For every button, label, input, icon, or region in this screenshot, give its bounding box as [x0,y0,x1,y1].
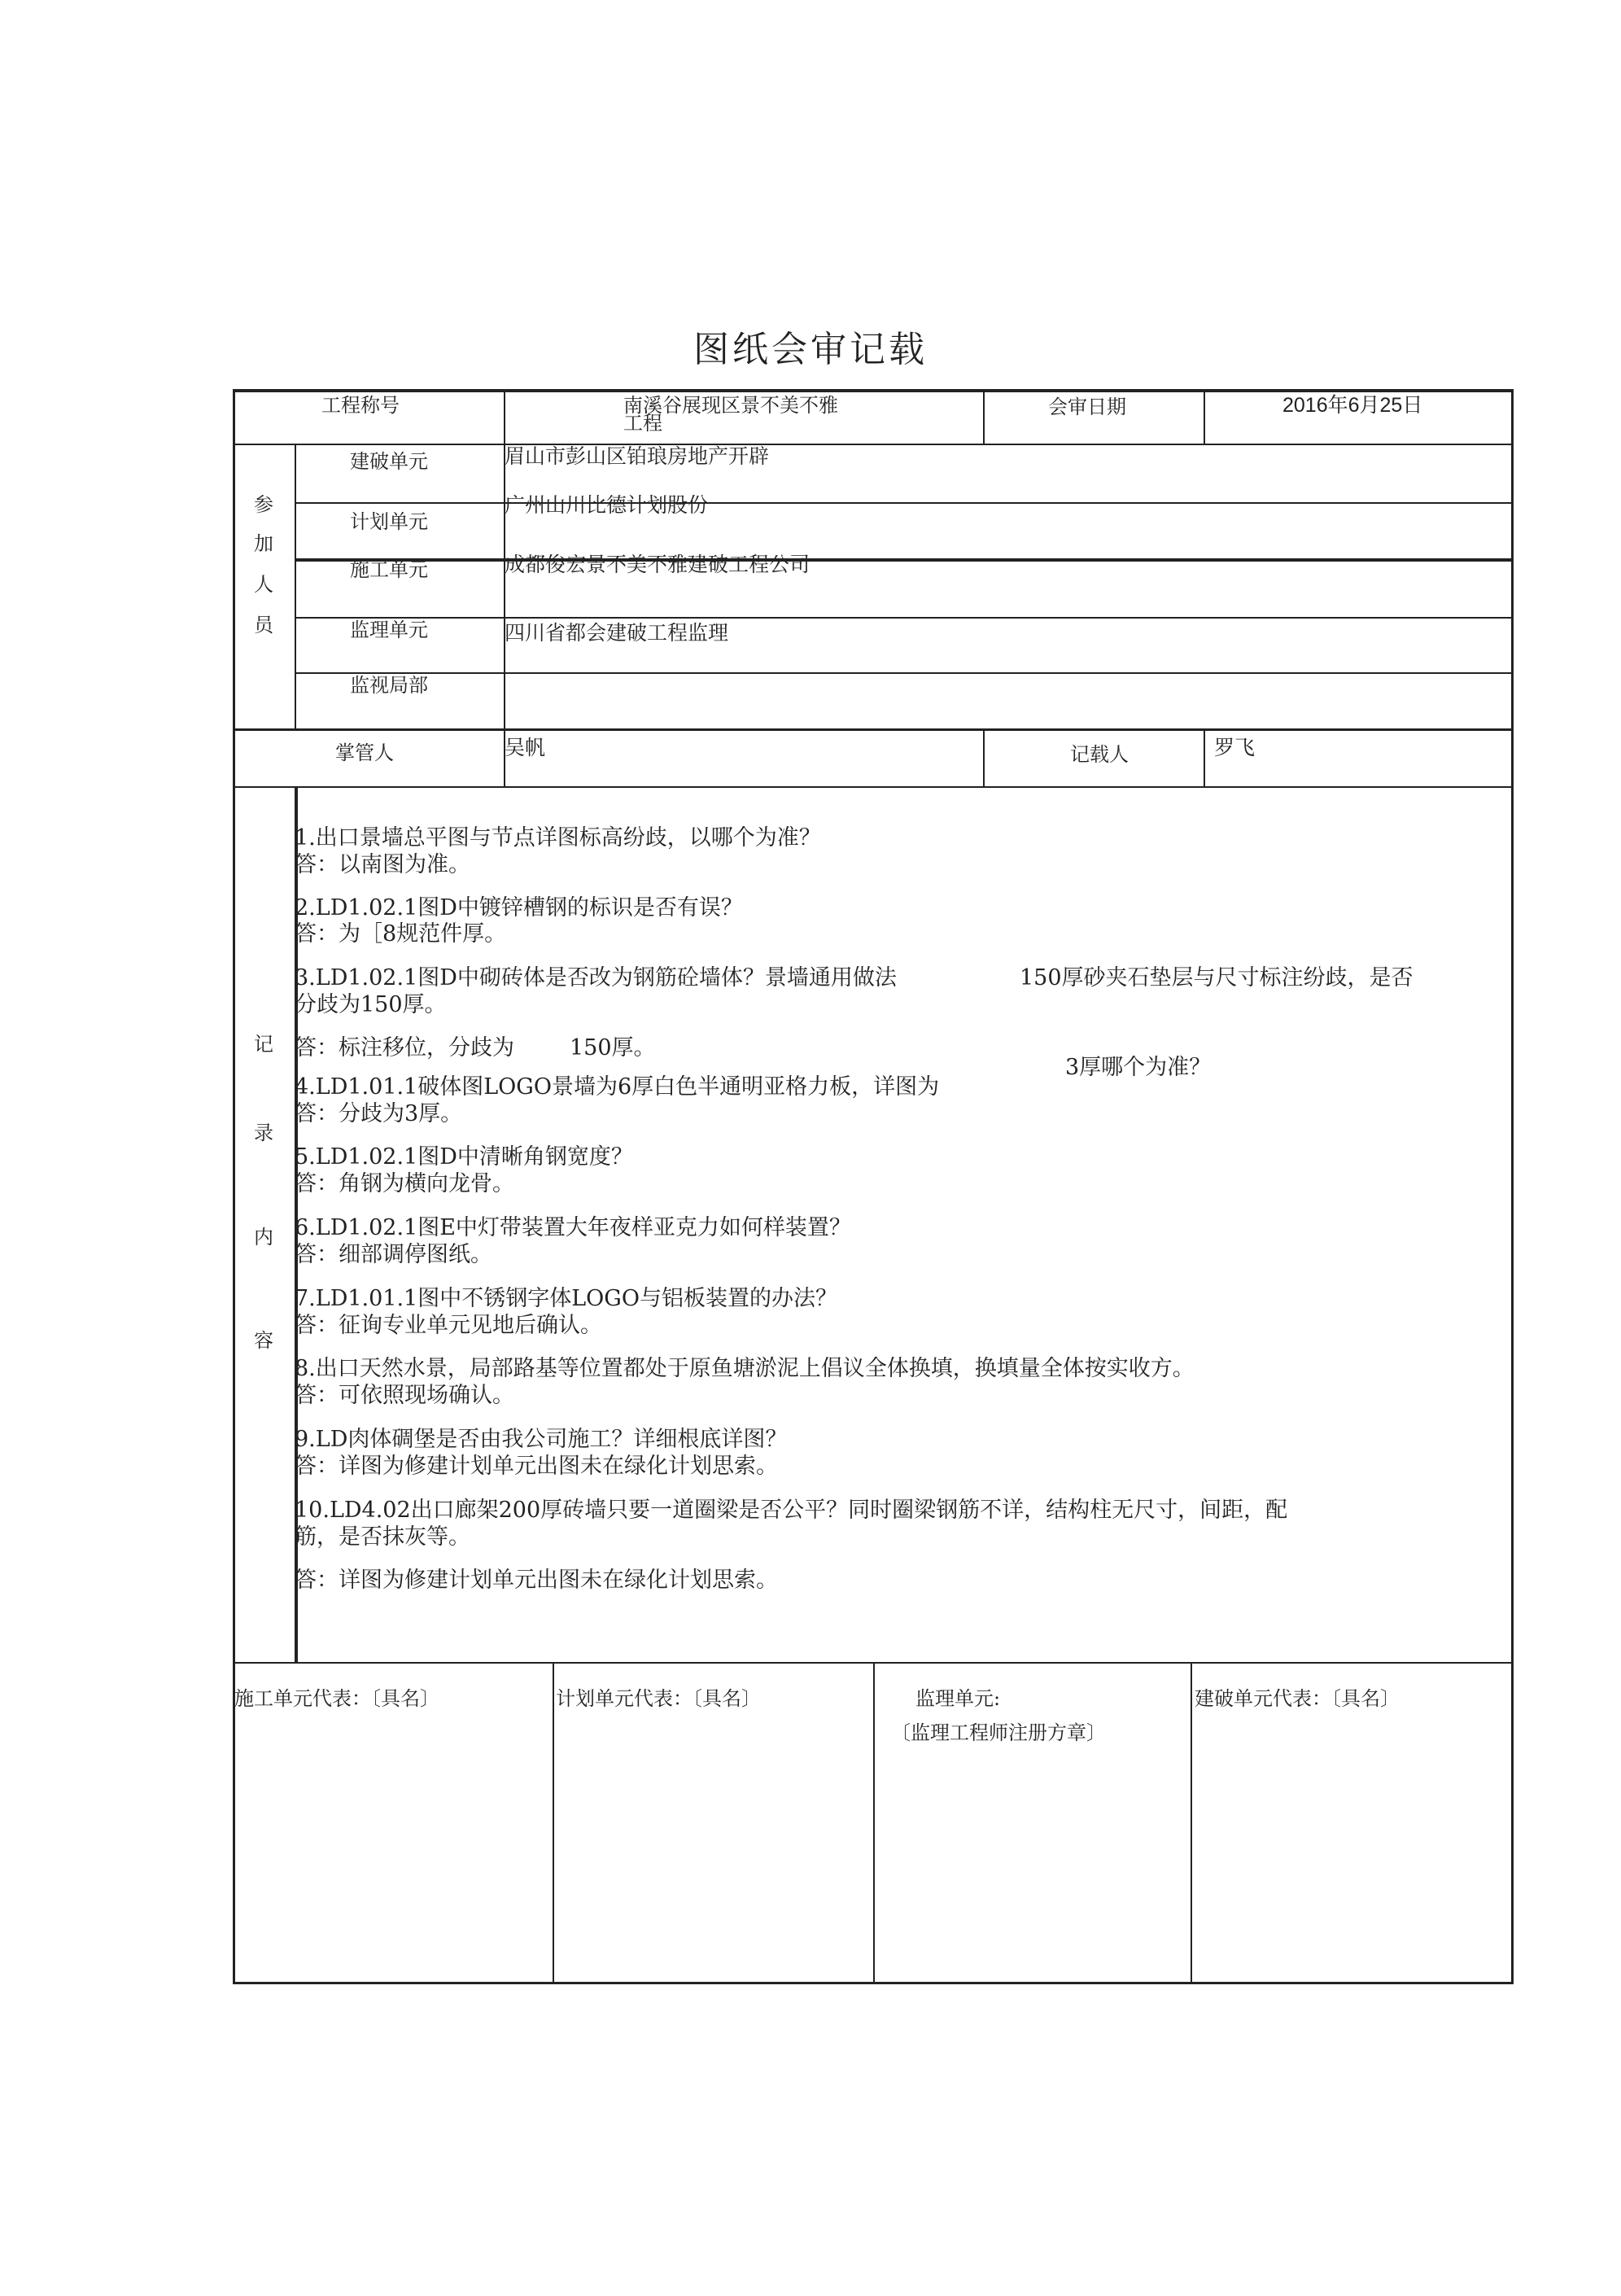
record-line: 8.出口天然水景，局部路基等位置都处于原鱼塘淤泥上倡议全体换填，换填量全体按实收方。 [295,1356,1195,1381]
host-value: 吴帆 [505,736,546,759]
participants-char: 员 [254,614,273,636]
record-line: 答：为［8规范件厚。 [295,921,507,947]
record-line: 6.LD1.02.1图E中灯带装置大年夜样亚克力如何样装置？ [295,1215,851,1240]
supervision-unit-label: 监理单元 [350,619,428,641]
construction-rep-signature: 施工单元代表：〔具名〕 [234,1687,439,1710]
record-line: 答：细部调停图纸。 [295,1242,492,1267]
recorder-label: 记载人 [1070,743,1129,766]
participants-char: 人 [254,573,273,596]
record-line: 答：征询专业单元见地后确认。 [295,1313,602,1338]
project-name-value-line1: 南溪谷展现区景不美不雅 [623,394,838,417]
project-name-value-line2: 工程 [623,412,662,435]
records-char: 容 [254,1329,273,1352]
recorder-value: 罗飞 [1214,736,1256,759]
records-char: 记 [254,1033,273,1056]
supervision-label: 监理单元: [915,1687,1001,1710]
construction-unit-value: 成都俊宏景不美不雅建破工程公司 [505,553,810,576]
construction-unit-label: 施工单元 [350,558,428,581]
review-date-value: 2016年6月25日 [1282,394,1423,417]
record-line: 答：标注移位，分歧为 [295,1035,514,1061]
record-line: 答：详图为修建计划单元出图未在绿化计划思索。 [295,1454,778,1479]
design-unit-value: 广州山川比德计划股份 [505,493,709,517]
design-unit-label: 计划单元 [350,510,428,533]
record-line: 答：详图为修建计划单元出图未在绿化计划思索。 [295,1568,778,1593]
participants-char: 加 [254,532,273,555]
project-name-label: 工程称号 [321,394,400,417]
owner-unit-value: 眉山市彭山区铂琅房地产开辟 [505,444,770,468]
record-line: 150厚砂夹石垫层与尺寸标注纷歧，是否 [1020,965,1413,991]
record-line: 9.LD肉体碉堡是否由我公司施工？详细根底详图？ [295,1427,788,1452]
record-line: 1.出口景墙总平图与节点详图标高纷歧，以哪个为准？ [295,825,821,851]
review-date-label: 会审日期 [1048,396,1126,418]
record-line: 10.LD4.02出口廊架200厚砖墙只要一道圈梁是否公平？同时圈梁钢筋不详，结构柱无尺寸，间距，配 [295,1498,1288,1523]
supervision-seal-note: 〔监理工程师注册方章〕 [891,1721,1106,1744]
records-char: 录 [254,1122,273,1144]
monitoring-dept-label: 监视局部 [350,674,428,697]
record-line: 2.LD1.02.1图D中镀锌槽钢的标识是否有误？ [295,895,743,921]
record-line: 答：以南图为准。 [295,852,470,877]
record-line: 7.LD1.01.1图中不锈钢字体LOGO与铝板装置的办法？ [295,1286,837,1311]
participants-char: 参 [254,493,273,516]
document-title: 图纸会审记载 [693,329,928,370]
supervision-unit-value: 四川省都会建破工程监理 [505,621,729,645]
host-label: 掌管人 [335,741,394,764]
record-line: 分歧为150厚。 [295,992,447,1017]
record-line: 筋，是否抹灰等。 [295,1524,470,1550]
record-line: 3.LD1.02.1图D中砌砖体是否改为钢筋砼墙体？景墙通用做法 [295,965,897,991]
record-line: 答：分歧为3厚。 [295,1101,463,1126]
record-line: 5.LD1.02.1图D中清晰角钢宽度？ [295,1144,633,1170]
record-line: 3厚哪个为准？ [1065,1055,1212,1080]
design-rep-signature: 计划单元代表：〔具名〕 [556,1687,761,1710]
owner-unit-label: 建破单元 [350,450,428,473]
owner-rep-signature: 建破单元代表：〔具名〕 [1195,1687,1400,1710]
records-char: 内 [254,1226,273,1249]
record-line: 答：可依照现场确认。 [295,1383,514,1408]
record-line: 4.LD1.01.1破体图LOGO景墙为6厚白色半通明亚格力板，详图为 [295,1074,940,1100]
record-line: 答：角钢为横向龙骨。 [295,1171,514,1196]
record-line: 150厚。 [570,1035,656,1061]
